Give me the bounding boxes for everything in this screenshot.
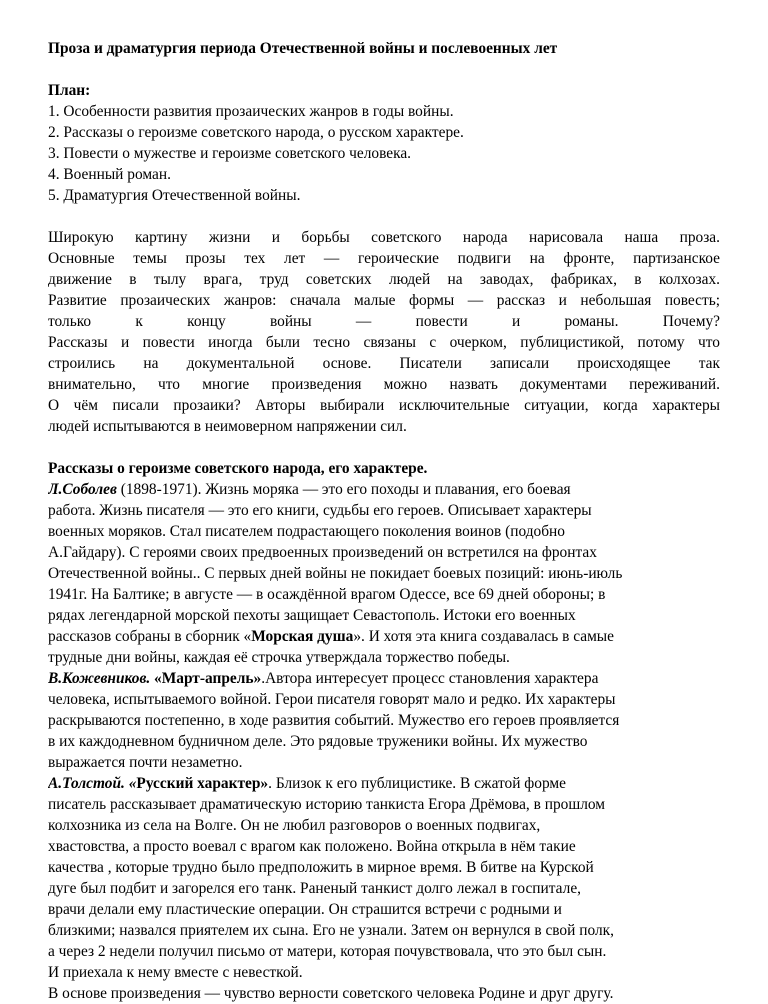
plan-item: 5. Драматургия Отечественной войны. — [48, 187, 301, 204]
author-name: А.Толстой. « — [48, 775, 137, 792]
text-line — [48, 479, 720, 500]
text-line: работа. Жизнь писателя — это его книги, судьбы его героев. Описывает характеры — [48, 502, 592, 519]
text-line: военных моряков. Стал писателем подрастающего поколения воинов (подобно — [48, 523, 565, 540]
intro-line: Рассказы и повести иногда были тесно связаны с очерком, публицистикой, потому что — [48, 334, 720, 351]
text-fragment: .Автора интересует процесс становления характера — [261, 670, 599, 687]
text-line: рядах легендарной морской пехоты защищает Севастополь. Истоки его военных — [48, 607, 576, 624]
text-line: близкими; назвался приятелем их сына. Его не узнали. Затем он вернулся в свой полк, — [48, 922, 614, 939]
work-title: Русский характер» — [136, 775, 269, 792]
sobolev-paragraph — [48, 479, 720, 668]
text-line: трудные дни войны, каждая её строчка утверждала торжество победы. — [48, 649, 510, 666]
text-line: дуге был подбит и загорелся его танк. Раненый танкист долго лежал в госпитале, — [48, 880, 582, 897]
text-fragment: . Близок к его публицистике. В сжатой форме — [268, 775, 567, 792]
text-line: а через 2 недели получил письмо от матери, которая почувствовала, что это был сын. — [48, 943, 607, 960]
intro-line: внимательно, что многие произведения можно назвать документами переживаний. — [48, 376, 720, 393]
text-line: хвастовства, а просто воевал с врагом как положено. Война открыла в нём такие — [48, 838, 576, 855]
text-line: писатель рассказывает драматическую историю танкиста Егора Дрёмова, в прошлом — [48, 796, 606, 813]
plan-heading: План: — [48, 82, 91, 99]
intro-line: Широкую картину жизни и борьбы советского народа нарисовала наша проза. — [48, 229, 720, 246]
intro-line: Основные темы прозы тех лет — героические подвиги на фронте, партизанское — [48, 250, 720, 267]
text-line: выражается почти незаметно. — [48, 754, 243, 771]
text-line: человека, испытываемого войной. Герои писателя говорят мало и редко. Их характеры — [48, 691, 616, 708]
kozhevnikov-paragraph — [48, 668, 720, 773]
intro-paragraph — [48, 227, 720, 437]
intro-line: только к концу войны — повести и романы. Почему? — [48, 313, 720, 330]
section-heading: Рассказы о героизме советского народа, его характере. — [48, 460, 428, 477]
text-line: врачи делали ему пластические операции. Он страшится встречи с родными и — [48, 901, 562, 918]
text-line: раскрываются постепенно, в ходе развития событий. Мужество его героев проявляется — [48, 712, 620, 729]
text-fragment: ». И хотя эта книга создавалась в самые — [353, 628, 614, 645]
intro-line: людей испытываются в неимоверном напряжении сил. — [48, 418, 407, 435]
work-title: «Март-апрель» — [150, 670, 262, 687]
text-line: 1941г. На Балтике; в августе — в осаждённой врагом Одессе, все 69 дней обороны; в — [48, 586, 606, 603]
plan-list — [48, 101, 720, 206]
text-line: А.Гайдару). С героями своих предвоенных произведений он встретился на фронтах — [48, 544, 597, 561]
text-line: колхозника из села на Волге. Он не любил разговоров о военных подвигах, — [48, 817, 541, 834]
plan-item: 4. Военный роман. — [48, 166, 171, 183]
text-fragment: рассказов собраны в сборник « — [48, 628, 252, 645]
tolstoy-paragraph — [48, 773, 720, 1004]
intro-line: строились на документальной основе. Писатели записали происходящее так — [48, 355, 720, 372]
plan-item: 3. Повести о мужестве и героизме советского человека. — [48, 145, 412, 162]
intro-line: О чём писали прозаики? Авторы выбирали исключительные ситуации, когда характеры — [48, 397, 720, 414]
text-line — [48, 668, 720, 689]
text-line: Отечественной войны.. С первых дней войны не покидает боевых позиций: июнь-июль — [48, 565, 623, 582]
plan-item: 1. Особенности развития прозаических жанров в годы войны. — [48, 103, 454, 120]
author-name: В.Кожевников. — [48, 670, 151, 687]
text-fragment: (1898-1971). Жизнь моряка — это его походы и плавания, его боевая — [116, 481, 571, 498]
text-line: в их каждодневном будничном деле. Это рядовые труженики войны. Их мужество — [48, 733, 588, 750]
work-title: Морская душа — [251, 628, 354, 645]
text-line: И приехала к нему вместе с невесткой. — [48, 964, 303, 981]
text-line: качества , которые трудно было предположить в мирное время. В битве на Курской — [48, 859, 594, 876]
document-title: Проза и драматургия периода Отечественной войны и послевоенных лет — [48, 40, 558, 57]
intro-line: движение в тылу врага, труд советских людей на заводах, фабриках, в колхозах. — [48, 271, 720, 288]
intro-line: Развитие прозаических жанров: сначала малые формы — рассказ и небольшая повесть; — [48, 292, 720, 309]
text-line — [48, 773, 720, 794]
plan-item: 2. Рассказы о героизме советского народа, о русском характере. — [48, 124, 464, 141]
author-name: Л.Соболев — [48, 481, 117, 498]
text-line — [48, 626, 720, 647]
text-line: В основе произведения — чувство верности советского человека Родине и друг другу. — [48, 985, 614, 1002]
